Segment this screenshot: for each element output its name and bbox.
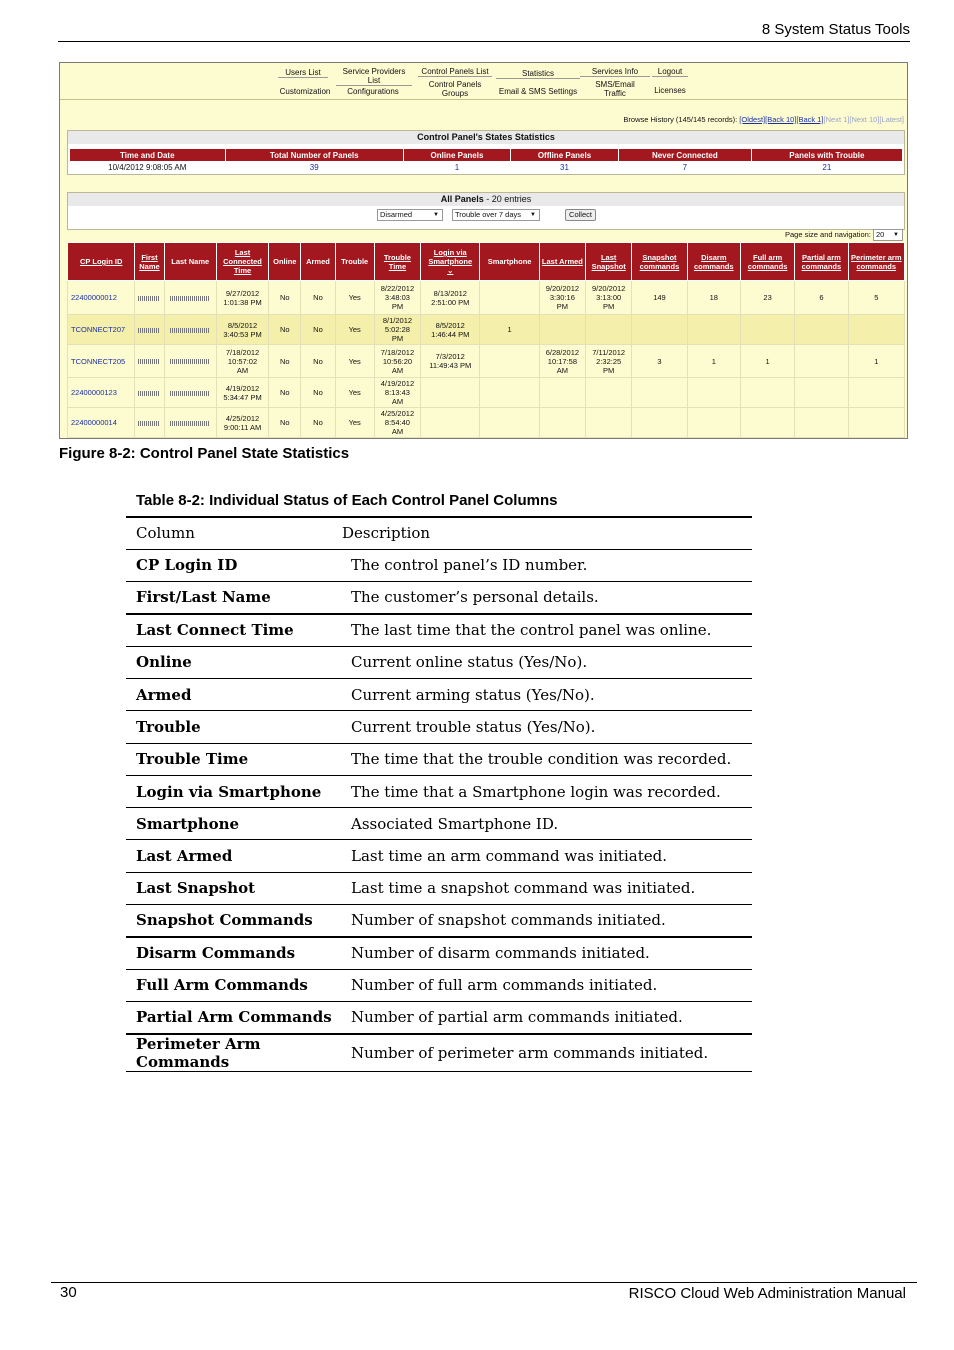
chapter-title: 8 System Status Tools bbox=[761, 21, 910, 38]
smartphone-cell bbox=[480, 408, 539, 438]
trouble-cell: Yes bbox=[335, 408, 374, 438]
snap-cell bbox=[632, 378, 687, 408]
column-description: Last time an arm command was initiated. bbox=[342, 840, 752, 872]
online-cell: No bbox=[269, 281, 301, 315]
redacted-name bbox=[138, 421, 160, 426]
trouble-time-cell: 8/22/2012 3:48:03 PM bbox=[374, 281, 420, 315]
table-row bbox=[126, 678, 752, 710]
col-header-online: Online bbox=[269, 243, 301, 281]
login-sp-cell: 8/5/2012 1:46:44 PM bbox=[421, 315, 480, 345]
columns-description-table bbox=[126, 516, 752, 1072]
column-name: Last Snapshot bbox=[126, 872, 342, 904]
cp-login-id-link[interactable]: TCONNECT207 bbox=[68, 315, 135, 345]
nav-statistics[interactable]: Statistics bbox=[496, 69, 580, 79]
nav-control-panels-list[interactable]: Control Panels List bbox=[418, 67, 492, 77]
stats-offline-panels[interactable]: 31 bbox=[560, 163, 569, 173]
states-statistics-box bbox=[67, 130, 905, 175]
column-description: The time that a Smartphone login was recorded. bbox=[342, 775, 752, 807]
login-sp-cell: 7/3/2012 11:49:43 PM bbox=[421, 345, 480, 378]
first-name-cell bbox=[135, 315, 164, 345]
col-header-login-smartphone[interactable] bbox=[421, 243, 480, 281]
disarm-cell bbox=[687, 378, 740, 408]
column-name: Perimeter Arm Commands bbox=[126, 1034, 342, 1072]
description-header: Description bbox=[342, 517, 752, 549]
nav-configurations[interactable]: Configurations bbox=[347, 87, 399, 96]
col-header-trouble: Trouble bbox=[335, 243, 374, 281]
column-description: The customer’s personal details. bbox=[342, 582, 752, 614]
col-header-first-name[interactable]: First Name bbox=[135, 243, 164, 281]
perimeter-cell bbox=[848, 408, 904, 438]
browse-back1-link[interactable]: [Back 1] bbox=[796, 115, 824, 124]
column-name: Trouble bbox=[126, 711, 342, 743]
redacted-name bbox=[170, 391, 210, 396]
redacted-name bbox=[170, 328, 210, 333]
disarm-cell bbox=[687, 315, 740, 345]
col-header-disarm-commands[interactable]: Disarm commands bbox=[687, 243, 740, 281]
snap-cell: 149 bbox=[632, 281, 687, 315]
perimeter-cell bbox=[848, 315, 904, 345]
last-armed-cell bbox=[539, 378, 585, 408]
column-name: First/Last Name bbox=[126, 582, 342, 614]
last-armed-cell: 9/20/2012 3:30:16 PM bbox=[539, 281, 585, 315]
last-name-cell bbox=[164, 281, 216, 315]
table-row bbox=[126, 711, 752, 743]
browse-back10-link[interactable]: [Back 10] bbox=[765, 115, 797, 124]
page-size-value: 20 bbox=[876, 230, 885, 239]
column-name: CP Login ID bbox=[126, 549, 342, 581]
table-row bbox=[68, 345, 905, 378]
smartphone-cell bbox=[480, 281, 539, 315]
smartphone-cell: 1 bbox=[480, 315, 539, 345]
partial-cell bbox=[795, 315, 848, 345]
column-name: Last Armed bbox=[126, 840, 342, 872]
last-snapshot-cell: 9/20/2012 3:13:00 PM bbox=[586, 281, 632, 315]
figure-caption: Figure 8-2: Control Panel State Statistics bbox=[59, 445, 350, 462]
all-panels-label: All Panels bbox=[440, 194, 484, 204]
first-name-cell bbox=[135, 281, 164, 315]
column-description: Number of full arm commands initiated. bbox=[342, 969, 752, 1001]
table-row bbox=[126, 646, 752, 678]
column-name: Disarm Commands bbox=[126, 937, 342, 969]
stats-header: Offline Panels bbox=[511, 149, 619, 162]
last-name-cell bbox=[164, 408, 216, 438]
perimeter-cell: 1 bbox=[848, 345, 904, 378]
partial-cell: 6 bbox=[795, 281, 848, 315]
col-header-armed: Armed bbox=[301, 243, 335, 281]
states-statistics-table bbox=[69, 148, 903, 174]
table-row bbox=[126, 582, 752, 614]
online-cell: No bbox=[269, 408, 301, 438]
armed-cell: No bbox=[301, 378, 335, 408]
snap-cell bbox=[632, 315, 687, 345]
column-description: Number of disarm commands initiated. bbox=[342, 937, 752, 969]
column-description: Number of partial arm commands initiated. bbox=[342, 1001, 752, 1033]
redacted-name bbox=[138, 328, 160, 333]
column-name: Smartphone bbox=[126, 808, 342, 840]
column-description: Current online status (Yes/No). bbox=[342, 646, 752, 678]
stats-header: Online Panels bbox=[403, 149, 510, 162]
col-header-login-smartphone-label: Login via Smartphone bbox=[428, 248, 473, 266]
last-connected-cell: 7/18/2012 10:57:02 AM bbox=[216, 345, 268, 378]
cp-login-id-link[interactable]: TCONNECT205 bbox=[68, 345, 135, 378]
col-header-last-connected[interactable]: Last Connected Time bbox=[216, 243, 268, 281]
column-description: The time that the trouble condition was recorded. bbox=[342, 743, 752, 775]
snap-cell bbox=[632, 408, 687, 438]
column-description: Number of snapshot commands initiated. bbox=[342, 905, 752, 937]
redacted-name bbox=[138, 296, 160, 301]
full-cell bbox=[740, 408, 794, 438]
column-description: The last time that the control panel was online. bbox=[342, 614, 752, 646]
collect-button[interactable]: Collect bbox=[565, 209, 596, 221]
partial-cell bbox=[795, 408, 848, 438]
page-number: 30 bbox=[60, 1284, 77, 1301]
perimeter-cell bbox=[848, 378, 904, 408]
last-name-cell bbox=[164, 315, 216, 345]
nav-service-providers-list[interactable]: Service Providers List bbox=[336, 67, 412, 86]
cp-login-id-link[interactable]: 22400000014 bbox=[68, 408, 135, 438]
nav-licenses[interactable]: Licenses bbox=[654, 86, 686, 95]
col-header-perimeter-arm-commands[interactable]: Perimeter arm commands bbox=[848, 243, 904, 281]
table-row bbox=[126, 905, 752, 937]
last-connected-cell: 4/25/2012 9:00:11 AM bbox=[216, 408, 268, 438]
login-sp-cell: 8/13/2012 2:51:00 PM bbox=[421, 281, 480, 315]
column-name: Login via Smartphone bbox=[126, 775, 342, 807]
browse-latest-link: [Latest] bbox=[879, 115, 904, 124]
nav-customization[interactable]: Customization bbox=[279, 87, 331, 96]
status-filter-select[interactable] bbox=[377, 209, 443, 221]
first-name-cell bbox=[135, 378, 164, 408]
last-name-cell bbox=[164, 378, 216, 408]
column-description: Number of perimeter arm commands initiated. bbox=[342, 1034, 752, 1072]
stats-time-date: 10/4/2012 9:08:05 AM bbox=[108, 163, 187, 173]
table-row bbox=[126, 808, 752, 840]
trouble-filter-value: Trouble over 7 days bbox=[455, 210, 522, 219]
browse-oldest-link[interactable]: [Oldest] bbox=[739, 115, 766, 124]
trouble-time-cell: 4/19/2012 8:13:43 AM bbox=[374, 378, 420, 408]
armed-cell: No bbox=[301, 315, 335, 345]
last-armed-cell: 6/28/2012 10:17:58 AM bbox=[539, 345, 585, 378]
column-name: Armed bbox=[126, 678, 342, 710]
table-row bbox=[68, 315, 905, 345]
column-description: The control panel’s ID number. bbox=[342, 549, 752, 581]
stats-never-connected[interactable]: 7 bbox=[682, 163, 688, 173]
first-name-cell bbox=[135, 408, 164, 438]
table-row bbox=[126, 1034, 752, 1072]
disarm-cell bbox=[687, 408, 740, 438]
col-header-full-arm-commands[interactable]: Full arm commands bbox=[740, 243, 794, 281]
all-panels-count: - 20 entries bbox=[483, 194, 532, 204]
column-description: Last time a snapshot command was initiated. bbox=[342, 872, 752, 904]
disarm-cell: 18 bbox=[687, 281, 740, 315]
redacted-name bbox=[170, 359, 210, 364]
table-caption: Table 8-2: Individual Status of Each Control Panel Columns bbox=[136, 492, 558, 509]
last-armed-cell bbox=[539, 315, 585, 345]
stats-online-panels[interactable]: 1 bbox=[454, 163, 460, 173]
cp-login-id-link[interactable]: 22400000012 bbox=[68, 281, 135, 315]
column-header: Column bbox=[126, 517, 342, 549]
redacted-name bbox=[170, 296, 210, 301]
armed-cell: No bbox=[301, 408, 335, 438]
full-cell: 1 bbox=[740, 345, 794, 378]
armed-cell: No bbox=[301, 281, 335, 315]
table-row bbox=[126, 775, 752, 807]
online-cell: No bbox=[269, 378, 301, 408]
column-name: Online bbox=[126, 646, 342, 678]
all-panels-table bbox=[67, 242, 905, 438]
trouble-cell: Yes bbox=[335, 281, 374, 315]
col-header-last-name: Last Name bbox=[164, 243, 216, 281]
column-name: Trouble Time bbox=[126, 743, 342, 775]
redacted-name bbox=[170, 421, 210, 426]
stats-header: Time and Date bbox=[70, 149, 226, 162]
page-size-control bbox=[785, 229, 903, 241]
browse-next10-link: [Next 10] bbox=[849, 115, 880, 124]
last-name-cell bbox=[164, 345, 216, 378]
col-header-trouble-time[interactable]: Trouble Time bbox=[374, 243, 420, 281]
last-snapshot-cell bbox=[586, 315, 632, 345]
trouble-cell: Yes bbox=[335, 315, 374, 345]
cp-login-id-link[interactable]: 22400000123 bbox=[68, 378, 135, 408]
trouble-filter-select[interactable] bbox=[452, 209, 540, 221]
nav-email-sms-settings[interactable]: Email & SMS Settings bbox=[498, 87, 578, 96]
disarm-cell: 1 bbox=[687, 345, 740, 378]
manual-title: RISCO Cloud Web Administration Manual bbox=[628, 1285, 906, 1302]
online-cell: No bbox=[269, 315, 301, 345]
stats-header: Never Connected bbox=[619, 149, 752, 162]
page-size-select[interactable] bbox=[873, 229, 903, 241]
partial-cell bbox=[795, 378, 848, 408]
table-row bbox=[68, 281, 905, 315]
col-header-partial-arm-commands[interactable]: Partial arm commands bbox=[795, 243, 848, 281]
nav-divider bbox=[60, 99, 908, 100]
column-description: Current trouble status (Yes/No). bbox=[342, 711, 752, 743]
last-connected-cell: 8/5/2012 3:40:53 PM bbox=[216, 315, 268, 345]
login-sp-cell bbox=[421, 378, 480, 408]
partial-cell bbox=[795, 345, 848, 378]
nav-logout[interactable]: Logout bbox=[652, 67, 688, 77]
table-row bbox=[126, 1001, 752, 1033]
last-armed-cell bbox=[539, 408, 585, 438]
redacted-name bbox=[138, 391, 160, 396]
stats-total-panels[interactable]: 39 bbox=[309, 163, 319, 173]
trouble-time-cell: 7/18/2012 10:56:20 AM bbox=[374, 345, 420, 378]
top-navigation bbox=[278, 65, 690, 100]
browse-history-label: Browse History (145/145 records): bbox=[623, 115, 738, 124]
table-row bbox=[68, 408, 905, 438]
last-connected-cell: 4/19/2012 5:34:47 PM bbox=[216, 378, 268, 408]
column-name: Last Connect Time bbox=[126, 614, 342, 646]
stats-header: Total Number of Panels bbox=[225, 149, 403, 162]
table-row bbox=[126, 840, 752, 872]
trouble-cell: Yes bbox=[335, 345, 374, 378]
nav-services-info[interactable]: Services Info bbox=[580, 67, 650, 77]
armed-cell: No bbox=[301, 345, 335, 378]
sort-down-icon: ⌄ bbox=[447, 266, 454, 275]
login-sp-cell bbox=[421, 408, 480, 438]
online-cell: No bbox=[269, 345, 301, 378]
last-snapshot-cell: 7/11/2012 2:32:25 PM bbox=[586, 345, 632, 378]
stats-header: Panels with Trouble bbox=[751, 149, 902, 162]
table-row bbox=[126, 872, 752, 904]
redacted-name bbox=[138, 359, 160, 364]
perimeter-cell: 5 bbox=[848, 281, 904, 315]
table-row bbox=[126, 937, 752, 969]
smartphone-cell bbox=[480, 378, 539, 408]
column-name: Snapshot Commands bbox=[126, 905, 342, 937]
nav-sms-email-traffic[interactable]: SMS/Email Traffic bbox=[595, 80, 635, 98]
smartphone-cell bbox=[480, 345, 539, 378]
status-filter-value: Disarmed bbox=[380, 210, 413, 219]
full-cell bbox=[740, 315, 794, 345]
table-row bbox=[126, 969, 752, 1001]
chevron-down-icon: ▼ bbox=[893, 232, 899, 238]
full-cell bbox=[740, 378, 794, 408]
full-cell: 23 bbox=[740, 281, 794, 315]
column-description: Current arming status (Yes/No). bbox=[342, 678, 752, 710]
page-footer bbox=[51, 1282, 917, 1306]
table-row bbox=[126, 614, 752, 646]
column-name: Partial Arm Commands bbox=[126, 1001, 342, 1033]
trouble-time-cell: 4/25/2012 8:54:40 AM bbox=[374, 408, 420, 438]
stats-panels-with-trouble[interactable]: 21 bbox=[822, 163, 832, 173]
control-panel-statistics-screenshot bbox=[59, 62, 908, 439]
column-description: Associated Smartphone ID. bbox=[342, 808, 752, 840]
chevron-down-icon: ▼ bbox=[433, 212, 439, 218]
last-connected-cell: 9/27/2012 1:01:38 PM bbox=[216, 281, 268, 315]
snap-cell: 3 bbox=[632, 345, 687, 378]
nav-users-list[interactable]: Users List bbox=[278, 68, 328, 78]
states-statistics-title: Control Panel's States Statistics bbox=[68, 131, 904, 144]
chevron-down-icon: ▼ bbox=[530, 212, 536, 218]
column-name: Full Arm Commands bbox=[126, 969, 342, 1001]
table-row bbox=[68, 378, 905, 408]
col-header-last-armed[interactable]: Last Armed bbox=[539, 243, 585, 281]
page-header bbox=[58, 20, 910, 42]
table-row bbox=[126, 743, 752, 775]
last-snapshot-cell bbox=[586, 378, 632, 408]
trouble-time-cell: 8/1/2012 5:02:28 PM bbox=[374, 315, 420, 345]
browse-next1-link: [Next 1] bbox=[823, 115, 850, 124]
first-name-cell bbox=[135, 345, 164, 378]
col-header-smartphone: Smartphone bbox=[480, 243, 539, 281]
nav-control-panels-groups[interactable]: Control Panels Groups bbox=[428, 80, 482, 98]
last-snapshot-cell bbox=[586, 408, 632, 438]
col-header-last-snapshot[interactable]: Last Snapshot bbox=[586, 243, 632, 281]
col-header-cp-login-id[interactable]: CP Login ID bbox=[68, 243, 135, 281]
all-panels-box bbox=[67, 192, 905, 230]
all-panels-title bbox=[68, 193, 904, 206]
page-size-label: Page size and navigation: bbox=[785, 229, 871, 239]
trouble-cell: Yes bbox=[335, 378, 374, 408]
table-row bbox=[126, 549, 752, 581]
col-header-snapshot-commands[interactable]: Snapshot commands bbox=[632, 243, 687, 281]
browse-history bbox=[623, 115, 904, 124]
